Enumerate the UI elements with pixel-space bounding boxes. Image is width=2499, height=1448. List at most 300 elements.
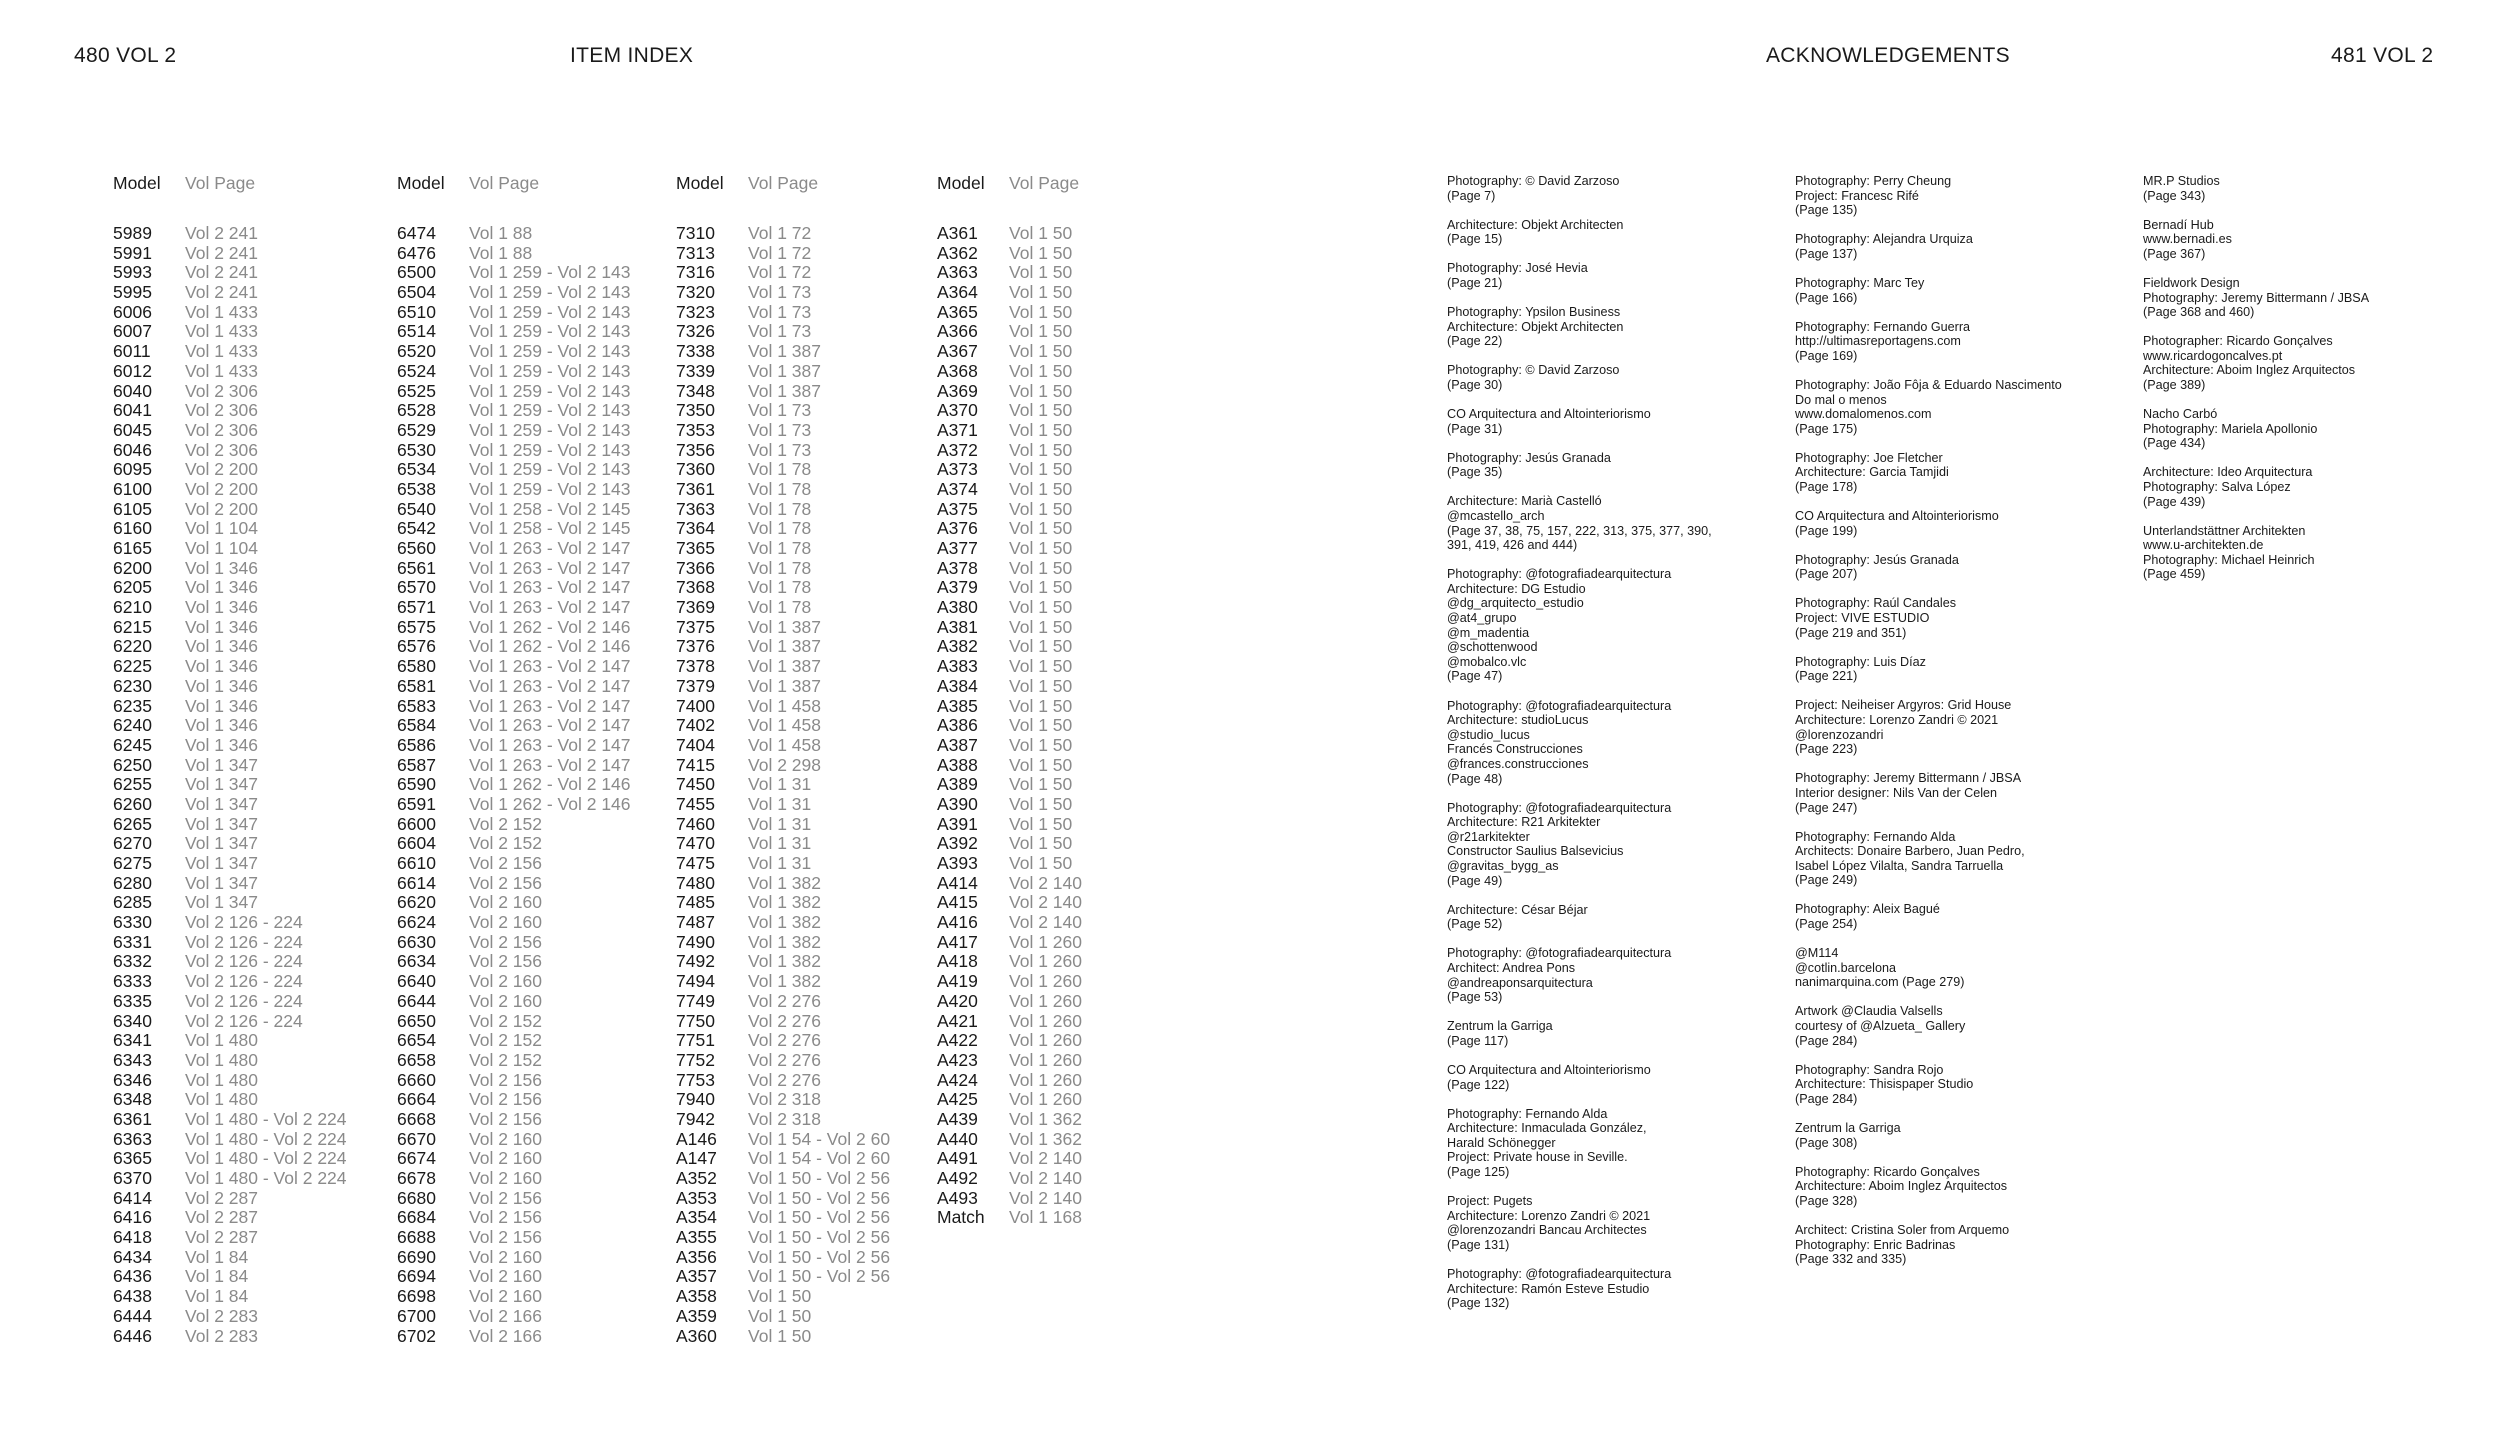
volume-page-ref: Vol 1 50 bbox=[1009, 301, 1073, 322]
volume-page-ref: Vol 1 78 bbox=[748, 478, 812, 499]
index-row bbox=[676, 1168, 891, 1189]
volume-page-ref: Vol 2 156 bbox=[469, 1207, 542, 1228]
ack-entry bbox=[1795, 451, 2062, 495]
ack-line: Photography: Ricardo Gonçalves bbox=[1795, 1164, 1980, 1179]
model-number: 6690 bbox=[397, 1246, 436, 1267]
volume-page-ref: Vol 1 347 bbox=[185, 774, 258, 795]
volume-page-ref: Vol 1 50 bbox=[1009, 734, 1073, 755]
ack-line: Constructor Saulius Balsevicius bbox=[1447, 844, 1624, 859]
model-number: 7753 bbox=[676, 1069, 715, 1090]
model-number: 6674 bbox=[397, 1148, 436, 1169]
ack-line: Photography: © David Zarzoso bbox=[1447, 174, 1620, 188]
volume-page-ref: Vol 1 480 bbox=[185, 1069, 258, 1090]
model-number: 6332 bbox=[113, 951, 152, 972]
volume-page-ref: Vol 2 126 - 224 bbox=[185, 990, 303, 1011]
volume-page-ref: Vol 2 166 bbox=[469, 1325, 542, 1346]
volume-page-ref: Vol 1 347 bbox=[185, 853, 258, 873]
ack-line: Photography: Michael Heinrich bbox=[2143, 552, 2315, 567]
model-number: A366 bbox=[937, 321, 978, 342]
ack-line: @frances.construcciones bbox=[1447, 756, 1589, 771]
index-row bbox=[113, 971, 303, 992]
index-row bbox=[113, 656, 258, 677]
volume-page-ref: Vol 2 241 bbox=[185, 223, 258, 243]
ack-line: Photography: @fotografiadearquitectura bbox=[1447, 698, 1672, 713]
ack-line: (Page 178) bbox=[1795, 480, 1858, 494]
index-row bbox=[937, 1207, 1082, 1228]
model-number: A387 bbox=[937, 734, 978, 755]
index-row bbox=[113, 557, 258, 579]
index-row bbox=[113, 1010, 303, 1032]
ack-entry bbox=[1795, 320, 2062, 364]
volume-page-ref: Vol 1 260 bbox=[1009, 951, 1082, 972]
index-row bbox=[676, 854, 818, 874]
index-row bbox=[937, 401, 1079, 421]
model-number: A370 bbox=[937, 400, 978, 421]
volume-page-ref: Vol 2 160 bbox=[469, 1168, 542, 1188]
model-number: 6525 bbox=[397, 380, 436, 401]
model-number: 7360 bbox=[676, 459, 715, 480]
ack-entry bbox=[1795, 946, 2062, 990]
model-number: 6230 bbox=[113, 675, 152, 696]
model-number: 6624 bbox=[397, 912, 436, 933]
volume-page-ref: Vol 1 50 bbox=[748, 1286, 812, 1307]
index-row bbox=[937, 677, 1079, 697]
index-row bbox=[937, 1187, 1082, 1209]
model-number: A391 bbox=[937, 813, 978, 834]
model-number: 7378 bbox=[676, 656, 715, 677]
index-row bbox=[397, 695, 631, 717]
index-row bbox=[397, 360, 631, 382]
model-number: A356 bbox=[676, 1246, 717, 1267]
volume-page-ref: Vol 1 73 bbox=[748, 301, 812, 322]
model-number: 6011 bbox=[113, 341, 151, 362]
index-row bbox=[937, 872, 1082, 894]
volume-page-ref: Vol 1 259 - Vol 2 143 bbox=[469, 459, 631, 480]
ack-line: @andreaponsarquitectura bbox=[1447, 975, 1593, 990]
volume-page-ref: Vol 2 287 bbox=[185, 1207, 258, 1228]
index-row bbox=[676, 892, 821, 913]
index-row bbox=[113, 1148, 347, 1169]
index-row bbox=[113, 1248, 255, 1268]
volume-page-ref: Vol 1 72 bbox=[748, 242, 812, 263]
model-number: A359 bbox=[676, 1305, 717, 1326]
ack-line: (Page 223) bbox=[1795, 742, 1858, 757]
ack-line: Architecture: DG Estudio bbox=[1447, 581, 1586, 596]
model-number: 6610 bbox=[397, 853, 436, 873]
ack-entry bbox=[1795, 698, 2062, 756]
model-number: 6604 bbox=[397, 833, 436, 854]
volume-page-ref: Vol 1 259 - Vol 2 143 bbox=[469, 400, 631, 421]
volume-page-ref: Vol 2 283 bbox=[185, 1305, 258, 1326]
ack-line: Photography: Joe Fletcher bbox=[1795, 450, 1943, 465]
model-number: 6570 bbox=[397, 577, 436, 598]
ack-line: Photography: Mariela Apollonio bbox=[2143, 421, 2318, 436]
ack-line: www.ricardogoncalves.pt bbox=[2143, 348, 2283, 363]
model-number: 6591 bbox=[397, 793, 436, 814]
volume-page-ref: Vol 1 362 bbox=[1009, 1108, 1082, 1129]
index-row bbox=[113, 1187, 258, 1209]
ack-line: Fieldwork Design bbox=[2143, 275, 2240, 290]
volume-page-ref: Vol 1 78 bbox=[748, 538, 812, 558]
index-row bbox=[113, 1207, 258, 1228]
model-number: 6694 bbox=[397, 1266, 436, 1287]
ack-line: (Page 132) bbox=[1447, 1296, 1510, 1311]
index-row bbox=[937, 559, 1079, 579]
volume-page-ref: Vol 2 200 bbox=[185, 478, 258, 499]
ack-entry bbox=[1447, 363, 1712, 392]
model-number: 6658 bbox=[397, 1049, 436, 1070]
volume-page-ref: Vol 1 346 bbox=[185, 557, 258, 578]
volume-page-ref: Vol 1 50 bbox=[1009, 538, 1073, 558]
index-row bbox=[397, 951, 542, 972]
index-row bbox=[676, 795, 818, 815]
volume-page-ref: Vol 1 50 bbox=[1009, 557, 1073, 578]
volume-page-ref: Vol 1 458 bbox=[748, 734, 821, 755]
model-number: 6575 bbox=[397, 616, 436, 637]
ack-line: @studio_lucus bbox=[1447, 727, 1530, 742]
volume-page-ref: Vol 1 88 bbox=[469, 242, 533, 263]
model-number: 6331 bbox=[113, 931, 152, 952]
model-number: 7348 bbox=[676, 380, 715, 401]
model-number: 6361 bbox=[113, 1108, 152, 1129]
index-row bbox=[397, 1187, 542, 1209]
ack-line: Photography: @fotografiadearquitectura bbox=[1447, 1266, 1672, 1281]
model-number: 6476 bbox=[397, 242, 436, 263]
index-row bbox=[937, 1049, 1082, 1071]
model-number: A425 bbox=[937, 1089, 978, 1110]
model-number: 6330 bbox=[113, 912, 152, 933]
index-row bbox=[113, 774, 258, 795]
ack-line: Project: VIVE ESTUDIO bbox=[1795, 611, 1930, 626]
model-number: A418 bbox=[937, 951, 978, 972]
index-row bbox=[676, 754, 821, 776]
model-number: 6006 bbox=[113, 301, 152, 322]
model-number: 6474 bbox=[397, 223, 436, 243]
model-number: 7338 bbox=[676, 341, 715, 362]
index-row bbox=[397, 244, 539, 264]
model-number: 6584 bbox=[397, 715, 436, 736]
index-row bbox=[937, 756, 1079, 776]
volume-page-ref: Vol 1 73 bbox=[748, 400, 812, 421]
volume-page-ref: Vol 2 152 bbox=[469, 1010, 542, 1031]
model-number: A362 bbox=[937, 242, 978, 263]
volume-page-ref: Vol 2 126 - 224 bbox=[185, 912, 303, 933]
index-row bbox=[937, 244, 1079, 264]
model-number: 6245 bbox=[113, 734, 152, 755]
index-row bbox=[937, 539, 1079, 559]
volume-page-ref: Vol 1 50 bbox=[1009, 498, 1073, 519]
index-row bbox=[113, 498, 258, 520]
index-row bbox=[937, 775, 1079, 795]
volume-page-ref: Vol 1 50 bbox=[1009, 419, 1073, 440]
model-number: A419 bbox=[937, 971, 978, 992]
volume-page-ref: Vol 2 200 bbox=[185, 459, 258, 480]
ack-line: (Page 15) bbox=[1447, 232, 1503, 247]
volume-page-ref: Vol 1 347 bbox=[185, 892, 258, 913]
ack-entry bbox=[1795, 1223, 2062, 1267]
index-row bbox=[113, 636, 258, 657]
model-number: 6270 bbox=[113, 833, 152, 854]
index-row bbox=[937, 460, 1079, 480]
index-row bbox=[937, 815, 1079, 835]
volume-page-ref: Vol 1 347 bbox=[185, 833, 258, 854]
volume-page-ref: Vol 2 140 bbox=[1009, 1148, 1082, 1169]
ack-line: (Page 389) bbox=[2143, 378, 2206, 393]
ack-line: (Page 135) bbox=[1795, 203, 1858, 218]
volume-page-ref: Vol 2 126 - 224 bbox=[185, 931, 303, 952]
index-row bbox=[676, 341, 821, 362]
ack-line: Photography: João Fôja & Eduardo Nascimento bbox=[1795, 377, 2062, 392]
model-number: 6160 bbox=[113, 518, 152, 539]
model-number: A440 bbox=[937, 1128, 978, 1149]
ack-line: (Page 30) bbox=[1447, 377, 1503, 392]
index-row bbox=[676, 539, 818, 559]
model-number: 7375 bbox=[676, 616, 715, 637]
index-row bbox=[113, 380, 258, 402]
index-row bbox=[397, 1207, 542, 1228]
index-row bbox=[397, 1148, 542, 1169]
ack-line: @cotlin.barcelona bbox=[1795, 960, 1896, 975]
volume-page-ref: Vol 2 160 bbox=[469, 990, 542, 1011]
ack-line: Nacho Carbó bbox=[2143, 407, 2218, 422]
ack-line: Unterlandstättner Architekten bbox=[2143, 523, 2306, 538]
ack-line: Photography: José Hevia bbox=[1447, 261, 1588, 276]
index-row bbox=[113, 616, 258, 638]
model-number: 6520 bbox=[397, 341, 436, 362]
ack-line: @schottenwood bbox=[1447, 640, 1538, 655]
model-number: A416 bbox=[937, 912, 978, 933]
ack-entry bbox=[1447, 1063, 1712, 1092]
model-number: 6600 bbox=[397, 813, 436, 834]
index-row bbox=[676, 1128, 891, 1150]
ack-line: nanimarquina.com (Page 279) bbox=[1795, 975, 1965, 990]
volume-page-ref: Vol 1 362 bbox=[1009, 1128, 1082, 1149]
index-row bbox=[113, 833, 258, 854]
volume-page-ref: Vol 1 346 bbox=[185, 636, 258, 657]
ack-line: Photography: © David Zarzoso bbox=[1447, 363, 1620, 378]
index-row bbox=[113, 695, 258, 717]
index-row bbox=[937, 834, 1079, 854]
volume-page-ref: Vol 1 54 - Vol 2 60 bbox=[748, 1128, 891, 1149]
model-number: 6587 bbox=[397, 754, 436, 775]
volume-page-ref: Vol 2 160 bbox=[469, 1286, 542, 1307]
ack-line: Architecture: Marià Castelló bbox=[1447, 494, 1602, 509]
index-row bbox=[113, 400, 258, 421]
model-number: A358 bbox=[676, 1286, 717, 1307]
model-number: A352 bbox=[676, 1168, 717, 1188]
index-row bbox=[397, 419, 631, 441]
index-row bbox=[676, 834, 818, 854]
index-row bbox=[937, 480, 1079, 500]
index-row bbox=[676, 616, 821, 638]
volume-page-ref: Vol 1 260 bbox=[1009, 1089, 1082, 1110]
index-row bbox=[676, 559, 818, 579]
model-number: 5991 bbox=[113, 242, 152, 263]
model-number: A415 bbox=[937, 892, 978, 913]
volume-page-ref: Vol 1 346 bbox=[185, 734, 258, 755]
index-row bbox=[676, 675, 821, 697]
ack-entry bbox=[1795, 830, 2062, 888]
model-number: 6210 bbox=[113, 597, 152, 618]
ack-line: Photography: @fotografiadearquitectura bbox=[1447, 567, 1672, 582]
volume-page-ref: Vol 1 50 - Vol 2 56 bbox=[748, 1246, 891, 1267]
index-row bbox=[113, 1128, 347, 1150]
model-number: A383 bbox=[937, 656, 978, 677]
model-number: 6215 bbox=[113, 616, 152, 637]
volume-page-ref: Vol 1 50 bbox=[1009, 813, 1073, 834]
volume-page-ref: Vol 1 50 bbox=[1009, 774, 1073, 795]
volume-page-ref: Vol 1 347 bbox=[185, 872, 258, 893]
index-row bbox=[113, 754, 258, 776]
index-row bbox=[676, 872, 821, 894]
index-row bbox=[676, 1327, 818, 1347]
index-row bbox=[397, 557, 631, 579]
volume-page-ref: Vol 1 263 - Vol 2 147 bbox=[469, 734, 631, 755]
index-row bbox=[676, 401, 818, 421]
volume-page-ref: Vol 2 140 bbox=[1009, 892, 1082, 913]
volume-page-ref: Vol 2 156 bbox=[469, 1069, 542, 1090]
volume-page-ref: Vol 1 50 bbox=[1009, 242, 1073, 263]
volume-page-ref: Vol 1 50 - Vol 2 56 bbox=[748, 1187, 891, 1208]
ack-line: (Page 219 and 351) bbox=[1795, 625, 1907, 640]
volume-page-ref: Vol 1 50 bbox=[1009, 321, 1073, 342]
volume-page-ref: Vol 1 50 bbox=[1009, 695, 1073, 716]
index-row bbox=[937, 795, 1079, 815]
index-row bbox=[937, 1069, 1082, 1091]
model-number: 7485 bbox=[676, 892, 715, 913]
ack-entry bbox=[1447, 174, 1712, 203]
index-row bbox=[397, 597, 631, 618]
index-row bbox=[937, 736, 1079, 756]
ack-entry bbox=[1447, 1107, 1712, 1180]
index-row bbox=[397, 400, 631, 421]
ack-entry bbox=[1447, 946, 1712, 1004]
ack-line: (Page 53) bbox=[1447, 990, 1503, 1005]
index-row bbox=[937, 382, 1079, 402]
ack-line: Architecture: Ramón Esteve Estudio bbox=[1447, 1281, 1650, 1296]
ack-column bbox=[2143, 174, 2369, 597]
model-number: 7940 bbox=[676, 1089, 715, 1110]
model-number: 6240 bbox=[113, 715, 152, 736]
volume-page-ref: Vol 1 259 - Vol 2 143 bbox=[469, 380, 631, 401]
ack-line: CO Arquitectura and Altointeriorismo bbox=[1447, 1062, 1651, 1077]
ack-entry bbox=[2143, 334, 2369, 392]
volume-page-ref: Vol 1 84 bbox=[185, 1286, 249, 1307]
model-number: 7480 bbox=[676, 872, 715, 893]
volume-page-ref: Vol 2 126 - 224 bbox=[185, 951, 303, 972]
volume-page-ref: Vol 1 480 bbox=[185, 1089, 258, 1110]
volume-page-ref: Vol 2 241 bbox=[185, 262, 258, 283]
index-row bbox=[397, 734, 631, 756]
index-row bbox=[676, 1148, 891, 1169]
model-number: A388 bbox=[937, 754, 978, 775]
volume-page-ref: Vol 1 262 - Vol 2 146 bbox=[469, 774, 631, 795]
ack-entry bbox=[1447, 1019, 1712, 1048]
volume-page-ref: Vol 2 306 bbox=[185, 439, 258, 460]
index-row bbox=[397, 754, 631, 776]
model-number: 7460 bbox=[676, 813, 715, 834]
volume-page-ref: Vol 1 458 bbox=[748, 715, 821, 736]
ack-entry bbox=[1795, 174, 2062, 218]
model-number: 6640 bbox=[397, 971, 436, 992]
model-number: 7751 bbox=[676, 1030, 715, 1051]
volume-page-ref: Vol 1 382 bbox=[748, 892, 821, 913]
index-row bbox=[937, 697, 1079, 717]
ack-line: Architecture: Lorenzo Zandri © 2021 bbox=[1447, 1208, 1651, 1223]
volume-page-ref: Vol 2 156 bbox=[469, 1108, 542, 1129]
model-number: A392 bbox=[937, 833, 978, 854]
index-row bbox=[113, 321, 258, 342]
index-row bbox=[113, 675, 258, 697]
ack-line: Architecture: Ideo Arquitectura bbox=[2143, 465, 2313, 480]
ack-line: MR.P Studios bbox=[2143, 174, 2220, 188]
index-row bbox=[676, 283, 818, 303]
volume-page-ref: Vol 1 480 - Vol 2 224 bbox=[185, 1128, 347, 1149]
model-number: A373 bbox=[937, 459, 978, 480]
ack-column bbox=[1447, 174, 1712, 1325]
ack-line: @mcastello_arch bbox=[1447, 509, 1545, 523]
volume-page-ref: Vol 2 160 bbox=[469, 1246, 542, 1267]
volume-page-ref: Vol 1 260 bbox=[1009, 1010, 1082, 1031]
index-row bbox=[937, 618, 1079, 638]
ack-entry bbox=[1795, 1063, 2062, 1107]
model-number: 6678 bbox=[397, 1168, 436, 1188]
index-row bbox=[113, 853, 258, 874]
model-number: 7366 bbox=[676, 557, 715, 578]
ack-entry bbox=[1795, 509, 2062, 538]
volume-page-ref: Vol 1 50 bbox=[1009, 656, 1073, 677]
ack-entry bbox=[2143, 174, 2369, 203]
volume-page-ref: Vol 2 160 bbox=[469, 892, 542, 913]
volume-page-ref: Vol 1 347 bbox=[185, 754, 258, 775]
volume-page-ref: Vol 2 152 bbox=[469, 813, 542, 834]
index-row bbox=[937, 283, 1079, 303]
model-number: 6571 bbox=[397, 597, 436, 618]
ack-line: Artwork @Claudia Valsells bbox=[1795, 1004, 1943, 1019]
ack-line: Architects: Donaire Barbero, Juan Pedro, bbox=[1795, 844, 2025, 859]
index-row bbox=[676, 990, 821, 1012]
index-row bbox=[397, 1108, 542, 1130]
ack-line: Photography: Fernando Guerra bbox=[1795, 319, 1971, 334]
model-number: 6680 bbox=[397, 1187, 436, 1208]
volume-page-ref: Vol 1 50 bbox=[1009, 853, 1073, 873]
model-number: 6340 bbox=[113, 1010, 152, 1031]
ack-line: (Page 368 and 460) bbox=[2143, 305, 2255, 320]
model-number: A380 bbox=[937, 597, 978, 618]
volume-page-ref: Vol 1 104 bbox=[185, 538, 258, 558]
model-number: A439 bbox=[937, 1108, 978, 1129]
index-row bbox=[676, 441, 818, 461]
model-number: 6444 bbox=[113, 1305, 152, 1326]
model-number: 6620 bbox=[397, 892, 436, 913]
model-number: 5993 bbox=[113, 262, 152, 283]
ack-line: (Page 367) bbox=[2143, 246, 2206, 261]
index-row bbox=[397, 518, 631, 539]
volume-page-ref: Vol 2 276 bbox=[748, 1010, 821, 1031]
item-index-title: ITEM INDEX bbox=[570, 44, 694, 67]
ack-entry bbox=[2143, 407, 2369, 451]
ack-line: @r21arkitekter bbox=[1447, 829, 1530, 844]
model-number: 6100 bbox=[113, 478, 152, 499]
ack-line: Photography: Jesús Granada bbox=[1795, 552, 1959, 567]
model-number: A367 bbox=[937, 341, 978, 362]
index-row bbox=[676, 971, 821, 992]
volume-page-ref: Vol 1 72 bbox=[748, 262, 812, 283]
model-number: A421 bbox=[937, 1010, 978, 1031]
ack-line: Photography: Perry Cheung bbox=[1795, 174, 1952, 188]
model-number: 7376 bbox=[676, 636, 715, 657]
ack-line: CO Arquitectura and Altointeriorismo bbox=[1447, 407, 1651, 422]
